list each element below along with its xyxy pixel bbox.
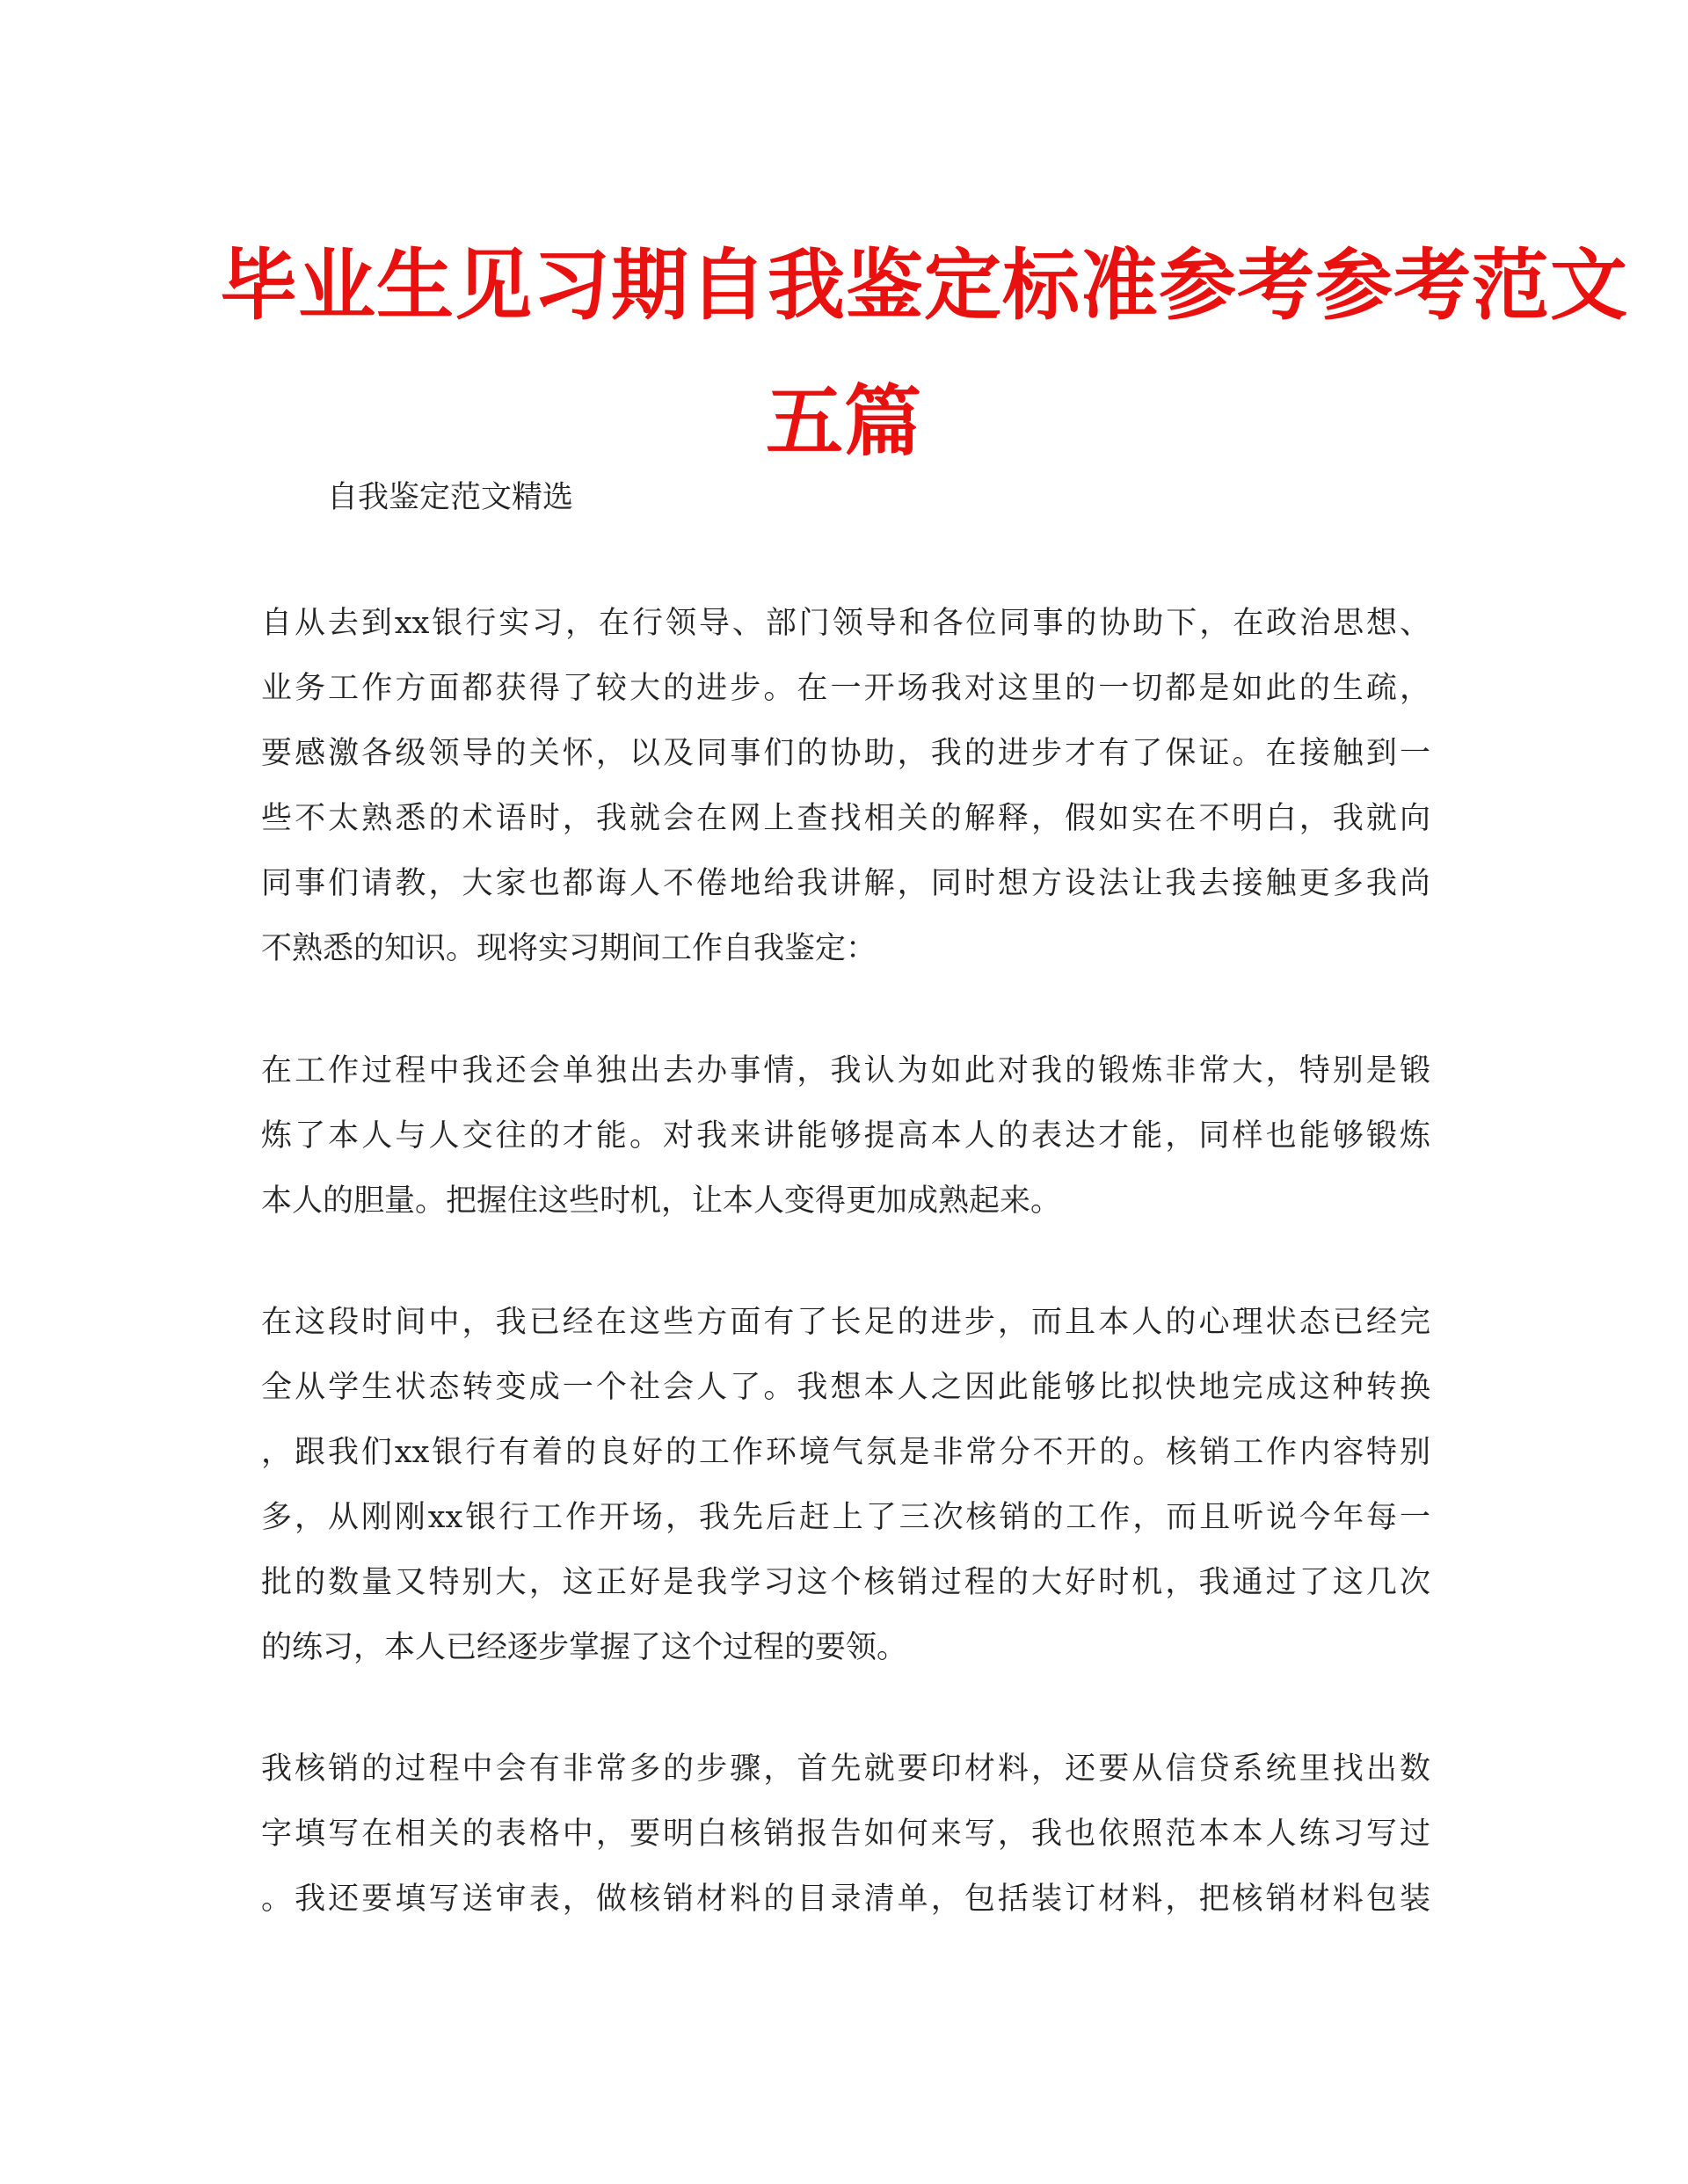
document-title-line-2: 五篇 <box>765 376 922 467</box>
paragraph-line: 些不太熟悉的术语时，我就会在网上查找相关的解释，假如实在不明白，我就向 <box>261 801 1430 836</box>
paragraph-line: 要感激各级领导的关怀，以及同事们的协助，我的进步才有了保证。在接触到一 <box>261 736 1430 771</box>
paragraph-3 <box>261 1290 1430 1680</box>
paragraph-line: 的练习，本人已经逐步掌握了这个过程的要领。 <box>261 1630 908 1665</box>
paragraph-line: 批的数量又特别大，这正好是我学习这个核销过程的大好时机，我通过了这几次 <box>261 1565 1430 1600</box>
document-title-line-1: 毕业生见习期自我鉴定标准参考参考范文 <box>220 240 1629 331</box>
paragraph-line: 炼了本人与人交往的才能。对我来讲能够提高本人的表达才能，同样也能够锻炼 <box>261 1118 1430 1154</box>
paragraph-line: 多，从刚刚xx银行工作开场，我先后赶上了三次核销的工作，而且听说今年每一 <box>261 1500 1430 1535</box>
paragraph-line: 字填写在相关的表格中，要明白核销报告如何来写，我也依照范本本人练习写过 <box>261 1816 1430 1852</box>
paragraph-line: ，跟我们xx银行有着的良好的工作环境气氛是非常分不开的。核销工作内容特别 <box>261 1435 1430 1470</box>
paragraph-2 <box>261 1038 1430 1234</box>
paragraph-line: 本人的胆量。把握住这些时机，让本人变得更加成熟起来。 <box>261 1183 1062 1219</box>
paragraph-line: 同事们请教，大家也都诲人不倦地给我讲解，同时想方设法让我去接触更多我尚 <box>261 866 1430 901</box>
paragraph-line: 全从学生状态转变成一个社会人了。我想本人之因此能够比拟快地完成这种转换 <box>261 1370 1430 1405</box>
paragraph-line: 在工作过程中我还会单独出去办事情，我认为如此对我的锻炼非常大，特别是锻 <box>261 1053 1430 1088</box>
paragraph-line: 我核销的过程中会有非常多的步骤，首先就要印材料，还要从信贷系统里找出数 <box>261 1751 1430 1787</box>
paragraph-line: 在这段时间中，我已经在这些方面有了长足的进步，而且本人的心理状态已经完 <box>261 1305 1430 1340</box>
paragraph-line: 业务工作方面都获得了较大的进步。在一开场我对这里的一切都是如此的生疏， <box>261 671 1430 706</box>
paragraph-line: 自从去到xx银行实习，在行领导、部门领导和各位同事的协助下，在政治思想、 <box>261 606 1430 641</box>
document-subtitle: 自我鉴定范文精选 <box>327 480 574 515</box>
paragraph-line: 。我还要填写送审表，做核销材料的目录清单，包括装订材料，把核销材料包装 <box>261 1882 1430 1917</box>
paragraph-4 <box>261 1736 1430 1932</box>
paragraph-1 <box>261 591 1430 981</box>
paragraph-line: 不熟悉的知识。现将实习期间工作自我鉴定： <box>261 931 877 966</box>
